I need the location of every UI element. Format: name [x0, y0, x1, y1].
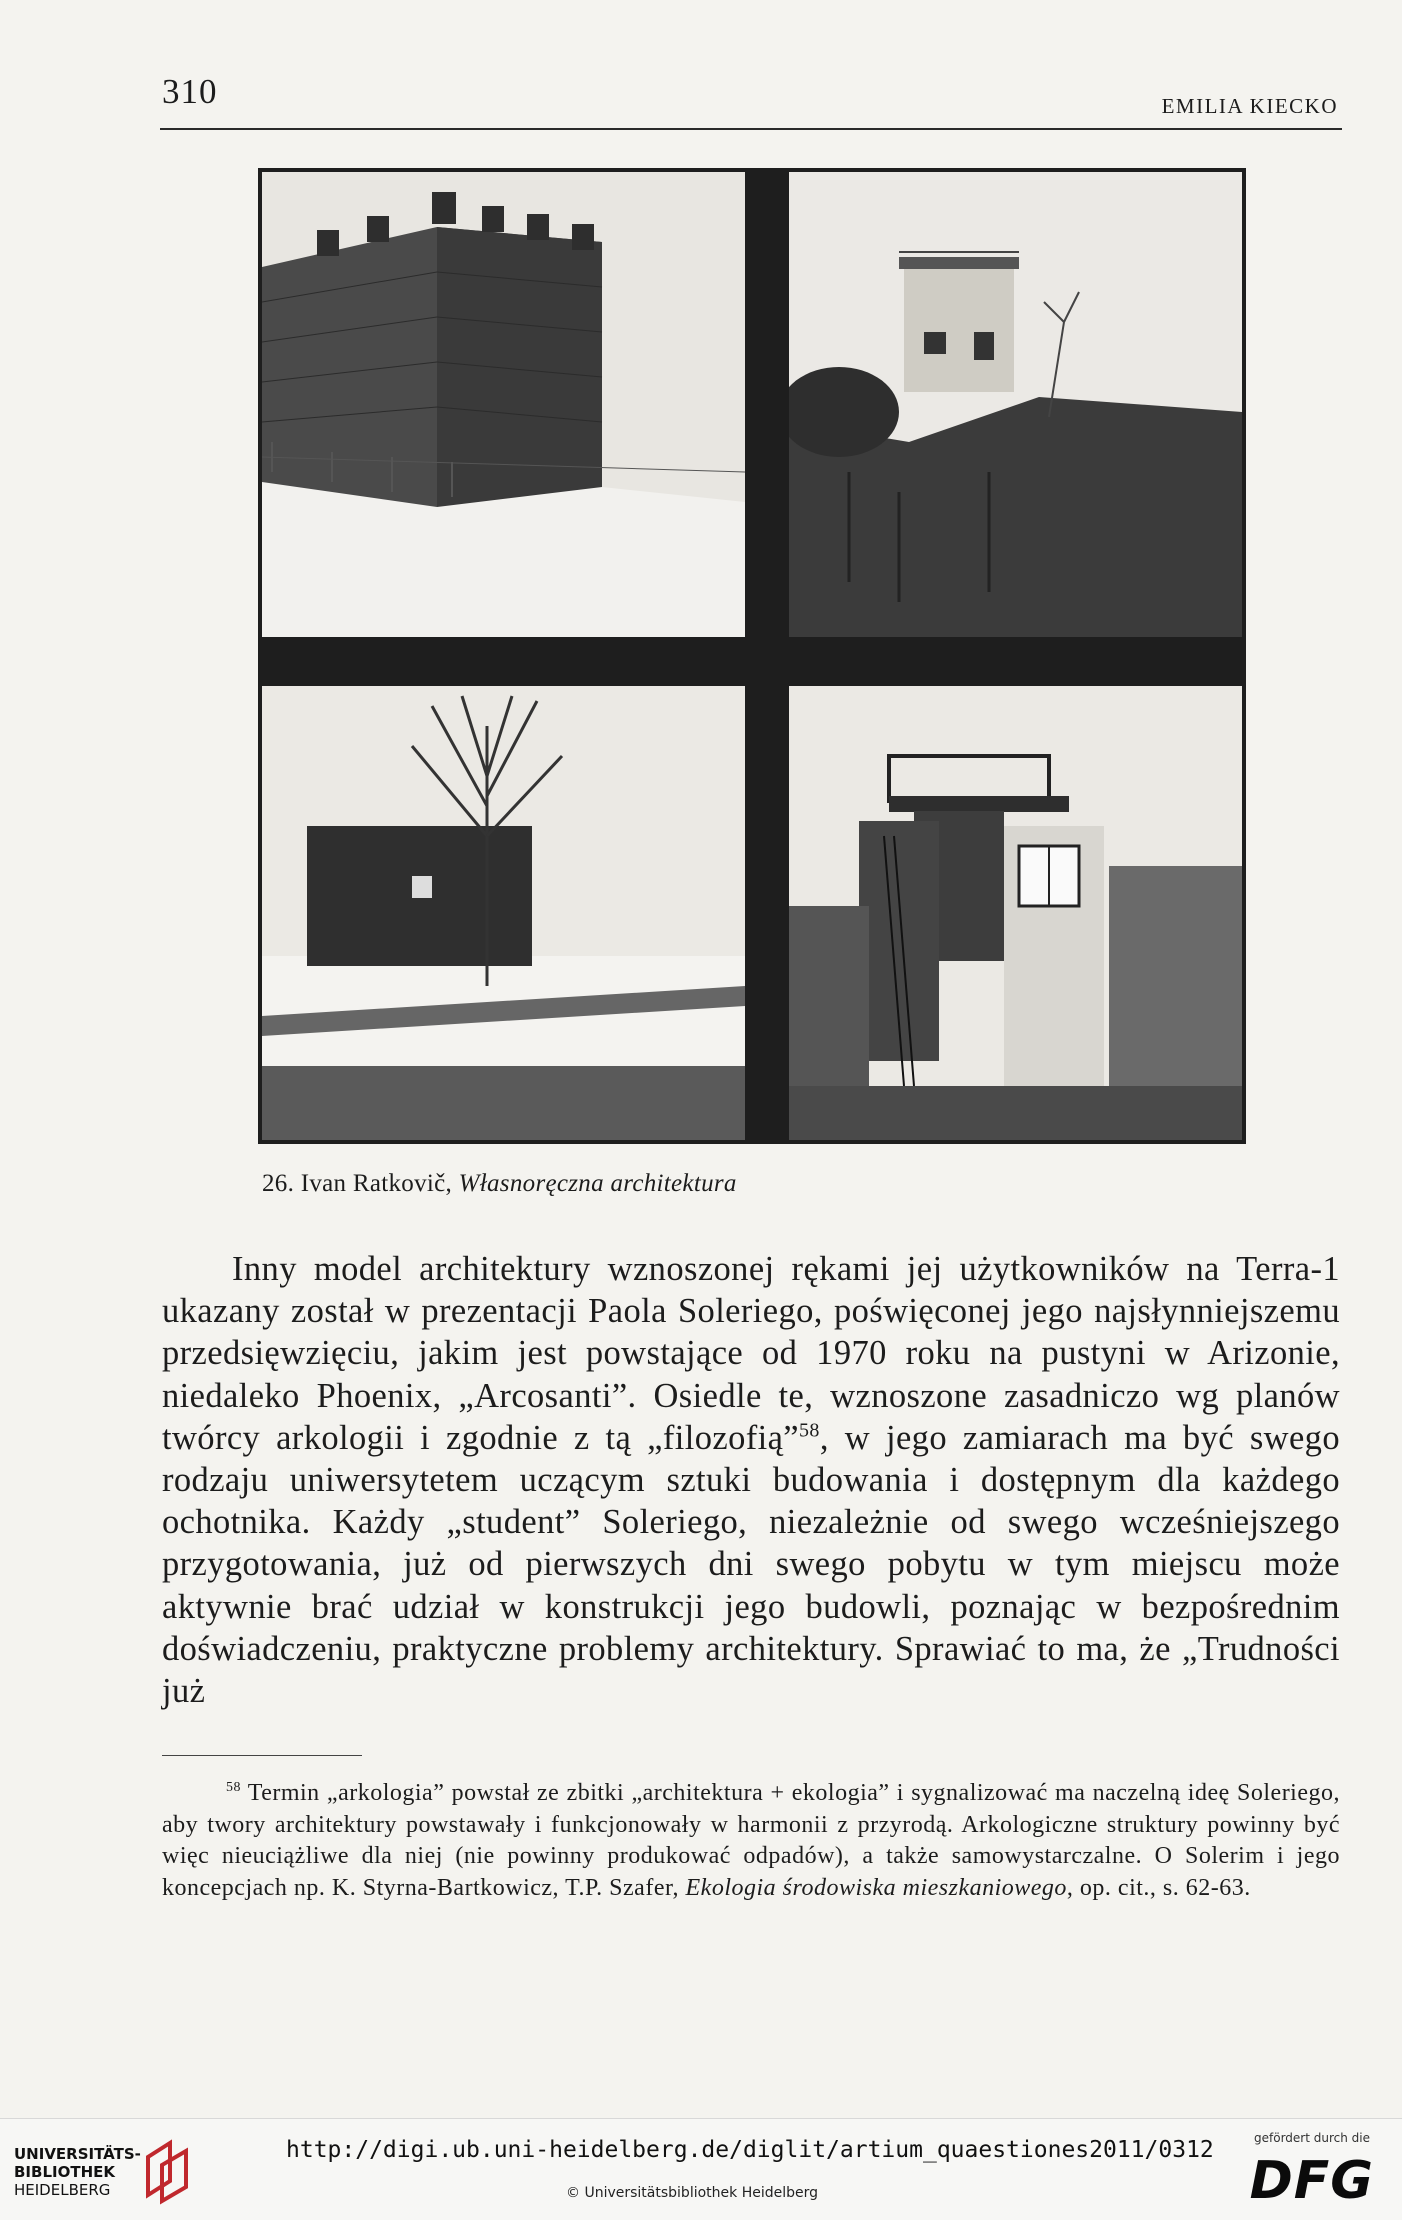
- footer-bar: [0, 2118, 1402, 2220]
- library-line-2: BIBLIOTHEK: [14, 2163, 115, 2181]
- copyright-notice: © Universitätsbibliothek Heidelberg: [566, 2185, 819, 2201]
- paragraph-text-1: Inny model architektury wznoszonej rękami jej użytkowników na Terra-1 ukazany został w prezentacji Paola Soleriego, poświęconej jego najsłynniejszemu przedsięwzięciu, jakim jest powstające od 1970 roku na pustyni w Arizonie, niedaleko Phoenix, „Arcosanti”. Osiedle te, wznoszone zasadniczo wg planów twórcy arkologii i zgodnie z tą „filozofią”: [162, 1250, 1340, 1457]
- footnote: [162, 1778, 1340, 1904]
- funding-label: gefördert durch die: [1254, 2131, 1370, 2145]
- photo-terrace-building: [789, 686, 1242, 1140]
- library-mark-icon: [140, 2135, 196, 2205]
- permalink-url[interactable]: http://digi.ub.uni-heidelberg.de/diglit/artium_quaestiones2011/0312: [286, 2137, 1214, 2163]
- body-text: [162, 1248, 1340, 1712]
- running-head: EMILIA KIECKO: [1161, 94, 1338, 118]
- footnote-rule: [162, 1755, 362, 1756]
- photo-house-on-hill: [789, 172, 1242, 637]
- photo-grid: [258, 168, 1246, 1144]
- photo-brick-building: [262, 172, 745, 637]
- caption-title: Własnoręczna architektura: [458, 1170, 737, 1197]
- photo-hut-and-tree: [262, 686, 745, 1140]
- library-logo[interactable]: [14, 2145, 141, 2199]
- footnote-text-1: Termin „arkologia” powstał ze zbitki „architektura + ekologia” i sygnalizować ma naczelną ideę Soleriego, aby twory architektury powstawały i funkcjonowały w harmonii z przyrodą. Arkologiczne struktury powinny być więc nieuciążliwe dla niej (nie powinny produkować odpadów), a także samowystarczalne. O Solerim i jego koncepcjach np. K. Styrna-Bartkowicz, T.P. Szafer,: [162, 1780, 1340, 1901]
- library-line-1: UNIVERSITÄTS-: [14, 2145, 141, 2163]
- footnote-text-2: , op. cit., s. 62-63.: [1066, 1874, 1251, 1901]
- footnote-paragraph: [162, 1778, 1340, 1904]
- library-line-3: HEIDELBERG: [14, 2181, 111, 2199]
- caption-prefix: 26. Ivan Ratkovič,: [262, 1170, 459, 1197]
- dfg-logo[interactable]: DFG: [1249, 2151, 1374, 2211]
- header-rule: [160, 128, 1342, 130]
- footnote-ref[interactable]: 58: [799, 1419, 820, 1442]
- page-number: 310: [162, 72, 218, 111]
- paragraph-text-2: , w jego zamiarach ma być swego rodzaju uniwersytetem uczącym sztuki budowania i dostępnym dla każdego ochotnika. Każdy „student” Soleriego, niezależnie od swego wcześniejszego przygotowania, już od pierwszych dni swego pobytu w tym miejscu może aktywnie brać udział w konstrukcji jego budowli, poznając w bezpośrednim doświadczeniu, praktyczne problemy architektury. Sprawiać to ma, że „Trudności już: [162, 1418, 1340, 1711]
- figure-caption: [262, 1170, 737, 1198]
- body-paragraph: [162, 1248, 1340, 1712]
- footnote-title: Ekologia środowiska mieszkaniowego: [685, 1874, 1067, 1901]
- footnote-number: 58: [226, 1780, 241, 1795]
